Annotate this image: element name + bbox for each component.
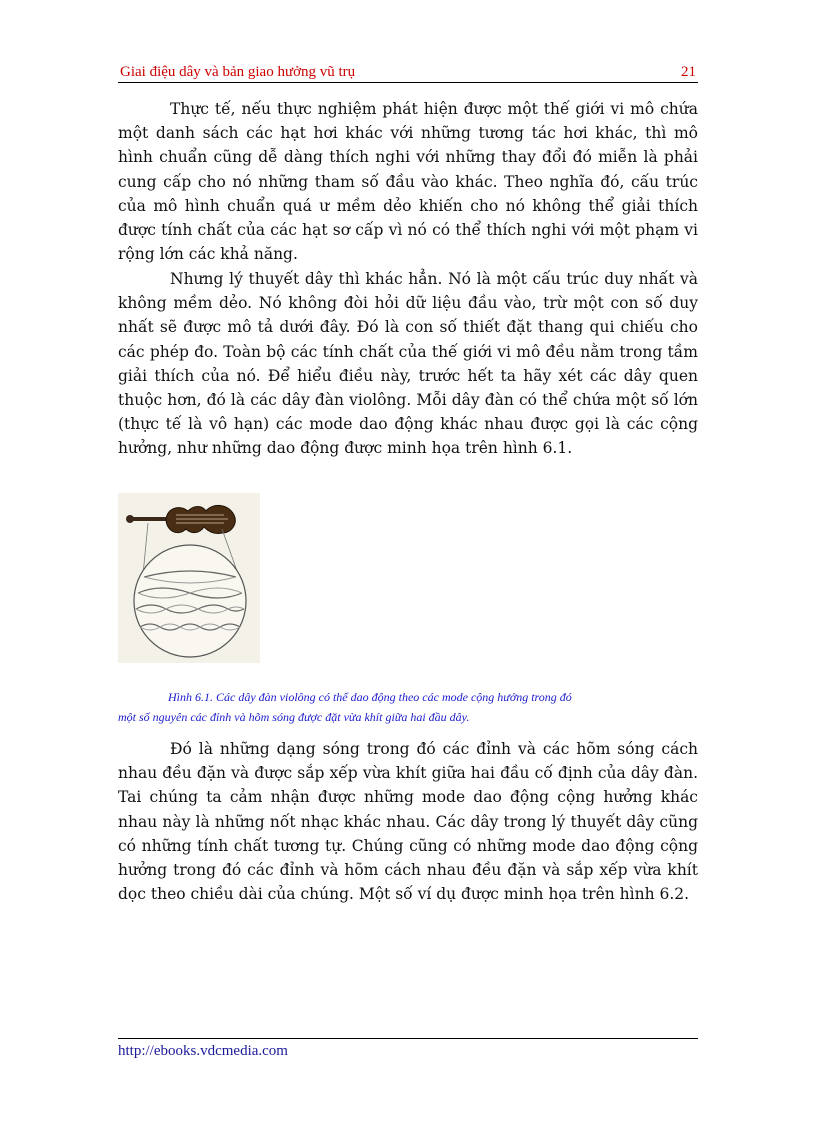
paragraph-3: Đó là những dạng sóng trong đó các đỉnh và các hõm sóng cách nhau đều đặn và được sắp xếp vừa khít giữa hai đầu cố định của dây đàn. Tai chúng ta cảm nhận được những mode dao động cộng hưởng khác nhau này là những nốt nhạc khác nhau. Các dây trong lý thuyết dây cũng có những tính chất tương tự. Chúng cũng có những mode dao động cộng hưởng trong đó các đỉnh và hõm cách nhau đều đặn và sắp xếp vừa khít dọc theo chiều dài của chúng. Một số ví dụ được minh họa trên hình 6.2.: [118, 740, 698, 904]
figure-caption: [118, 687, 698, 727]
paragraph-1: Thực tế, nếu thực nghiệm phát hiện được một thế giới vi mô chứa một danh sách các hạt hơi khác với những tương tác hơi khác, thì mô hình chuẩn cũng dễ dàng thích nghi với những thay đổi đó miễn là phải cung cấp cho nó những tham số đầu vào khác. Theo nghĩa đó, cấu trúc của mô hình chuẩn quá ư mềm dẻo khiến cho nó không thể giải thích được tính chất của các hạt sơ cấp vì nó có thể thích nghi với một phạm vi rộng lớn các khả năng.: [118, 100, 698, 264]
footer-link[interactable]: http://ebooks.vdcmedia.com: [118, 1043, 288, 1059]
paragraph-2: Nhưng lý thuyết dây thì khác hẳn. Nó là một cấu trúc duy nhất và không mềm dẻo. Nó không đòi hỏi dữ liệu đầu vào, trừ một con số duy nhất sẽ được mô tả dưới đây. Đó là con số thiết đặt thang qui chiếu cho các phép đo. Toàn bộ các tính chất của thế giới vi mô đều nằm trong tầm giải thích của nó. Để hiểu điều này, trước hết ta hãy xét các dây quen thuộc hơn, đó là các dây đàn violông. Mỗi dây đàn có thể chứa một số lớn (thực tế là vô hạn) các mode dao động khác nhau được gọi là các cộng hưởng, như những dao động được minh họa trên hình 6.1.: [118, 270, 698, 458]
violin-string-figure: [118, 493, 260, 663]
running-header: [118, 62, 698, 84]
header-title: Giai điệu dây và bản giao hưởng vũ trụ: [120, 64, 356, 80]
footer-rule: [118, 1038, 698, 1039]
caption-line-2: một số nguyên các đỉnh và hõm sóng được đặt vừa khít giữa hai đầu dây.: [118, 710, 470, 724]
header-rule: [118, 82, 698, 83]
page-number: 21: [681, 64, 696, 80]
caption-line-1: Hình 6.1. Các dây đàn violông có thể dao động theo các mode cộng hưởng trong đó: [168, 690, 572, 704]
resonance-modes-circle: [134, 545, 246, 657]
